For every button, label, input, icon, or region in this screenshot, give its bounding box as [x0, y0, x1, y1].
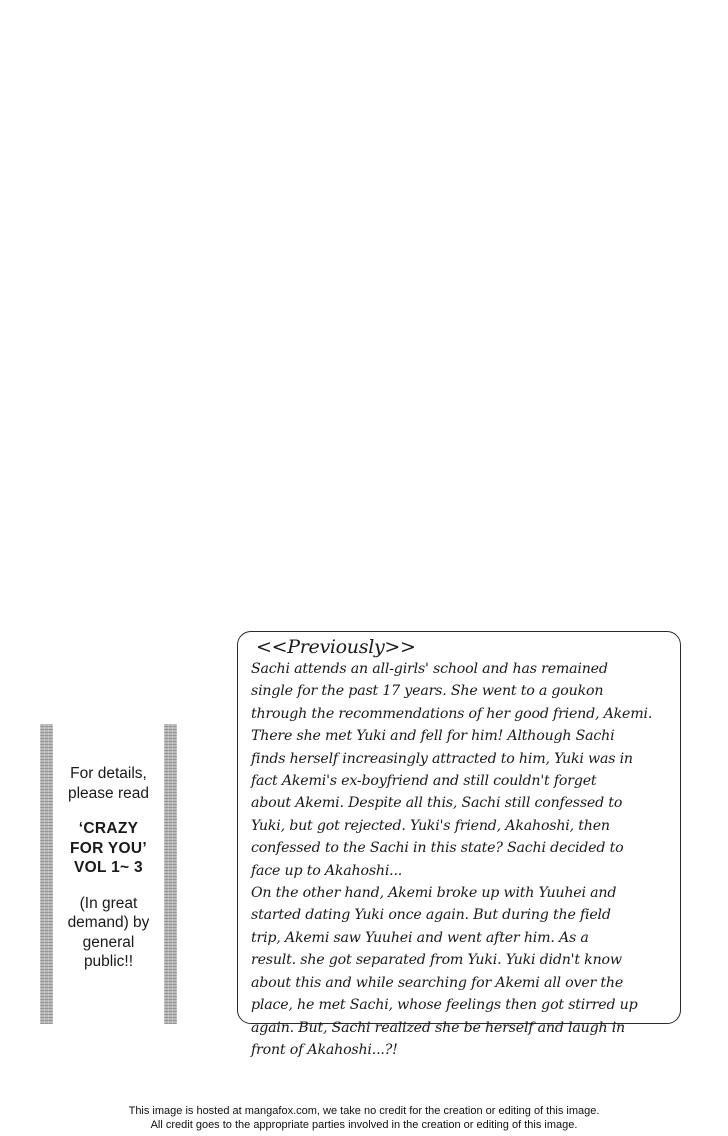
previously-summary-box [237, 631, 681, 1058]
side-note-panel [40, 724, 177, 1024]
side-note-line: For details, [70, 765, 147, 782]
footer-line: All credit goes to the appropriate parties involved in the creation or editing of this image. [150, 1118, 578, 1131]
summary-line: started dating Yuki once again. But during the field [251, 907, 611, 924]
right-screentone-stripe [164, 724, 177, 1024]
side-note-title-line: ‘CRAZY [78, 820, 139, 837]
summary-line: about Akemi. Despite all this, Sachi still confessed to [251, 795, 623, 812]
summary-line: fact Akemi's ex-boyfriend and still couldn't forget [251, 773, 597, 790]
side-note-text [53, 764, 164, 972]
side-note-title-line: FOR YOU’ [69, 839, 148, 857]
summary-line: front of Akahoshi...?! [251, 1041, 398, 1058]
summary-line: Yuki, but got rejected. Yuki's friend, Akahoshi, then [251, 817, 610, 834]
previously-body [251, 658, 681, 1061]
summary-line: about this and while searching for Akemi all over the [251, 974, 624, 991]
summary-line: On the other hand, Akemi broke up with Yuuhei and [251, 885, 617, 902]
summary-line: There she met Yuki and fell for him! Although Sachi [251, 728, 615, 745]
side-note-line: demand) by [67, 914, 150, 931]
side-note-title-line: VOL 1~ 3 [74, 859, 143, 876]
summary-line: again. But, Sachi realized she be herself and laugh in [251, 1019, 625, 1036]
summary-line: Sachi attends an all-girls' school and has remained [251, 661, 608, 677]
summary-line: single for the past 17 years. She went to a goukon [251, 683, 604, 700]
summary-line: result. she got separated from Yuki. Yuki didn't know [251, 952, 622, 969]
summary-line: finds herself increasingly attracted to him, Yuki was in [251, 750, 633, 767]
side-note-line: public!! [83, 953, 134, 970]
summary-line: face up to Akahoshi... [251, 862, 403, 879]
side-note-line: please read [67, 784, 149, 802]
side-note-line: general [82, 933, 135, 951]
summary-line: place, he met Sachi, whose feelings then got stirred up [251, 997, 638, 1014]
hosting-credit-footer [0, 1105, 728, 1132]
summary-line: confessed to the Sachi in this state? Sachi decided to [251, 840, 624, 857]
footer-line: This image is hosted at mangafox.com, we take no credit for the creation or editing of this image. [128, 1105, 600, 1117]
summary-line: through the recommendations of her good friend, Akemi. [251, 705, 653, 722]
summary-line: trip, Akemi saw Yuuhei and went after him. As a [251, 929, 589, 946]
left-screentone-stripe [40, 724, 53, 1024]
side-note-line: (In great [79, 894, 138, 912]
previously-heading: <<Previously>> [256, 636, 416, 658]
